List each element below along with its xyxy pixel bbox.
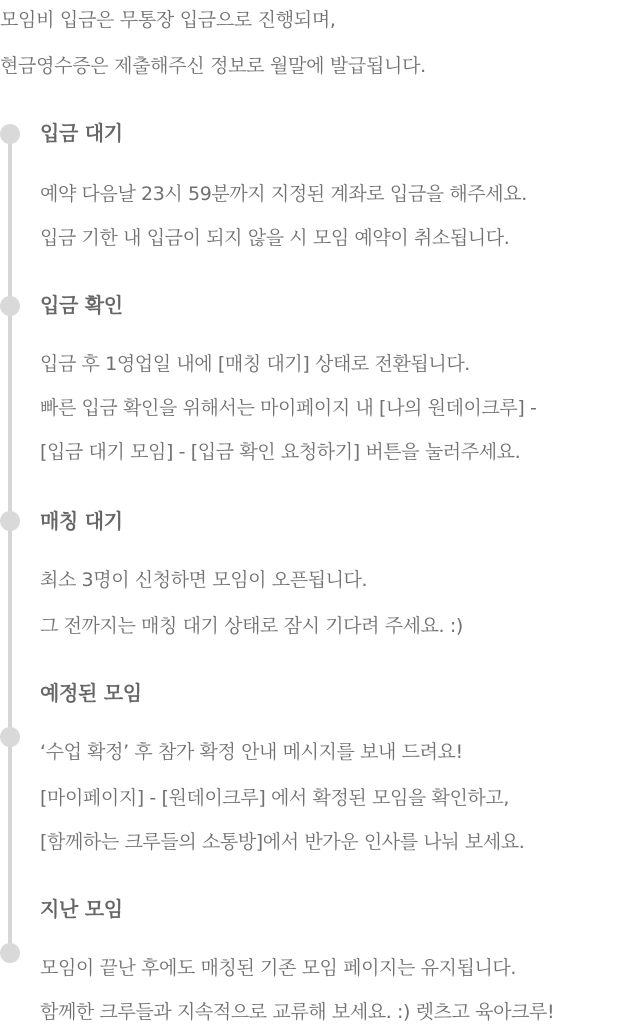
timeline-line — [8, 132, 12, 952]
step-description-line: 함께한 크루들과 지속적으로 교류해 보세요. :) 렛츠고 육아크루! — [40, 1001, 555, 1023]
step-title-deposit-pending: 입금 대기 — [40, 121, 123, 145]
step-description-line: [마이페이지] - [원데이크루] 에서 확정된 모임을 확인하고, — [40, 787, 509, 809]
timeline-dot — [0, 124, 20, 144]
step-description-line: 그 전까지는 매칭 대기 상태로 잠시 기다려 주세요. :) — [40, 615, 463, 637]
step-title-matching-pending: 매칭 대기 — [40, 509, 123, 533]
step-title-scheduled-meeting: 예정된 모임 — [40, 681, 142, 705]
step-description-line: 입금 기한 내 입금이 되지 않을 시 모임 예약이 취소됩니다. — [40, 227, 510, 249]
step-description-line: ‘수업 확정’ 후 참가 확정 안내 메시지를 보내 드려요! — [40, 741, 463, 763]
intro-line: 모임비 입금은 무통장 입금으로 진행되며, — [0, 9, 336, 31]
step-description-line: 예약 다음날 23시 59분까지 지정된 계좌로 입금을 해주세요. — [40, 183, 527, 205]
step-description-line: 모임이 끝난 후에도 매칭된 기존 모임 페이지는 유지됩니다. — [40, 957, 517, 979]
step-title-deposit-confirmed: 입금 확인 — [40, 293, 123, 317]
step-description-line: 빠른 입금 확인을 위해서는 마이페이지 내 [나의 원데이크루] - — [40, 397, 537, 419]
step-description-line: 입금 후 1영업일 내에 [매칭 대기] 상태로 전환됩니다. — [40, 353, 470, 375]
timeline-dot — [0, 296, 20, 316]
intro-line: 현금영수증은 제출해주신 정보로 월말에 발급됩니다. — [0, 55, 426, 77]
timeline-dot — [0, 511, 20, 531]
step-title-past-meeting: 지난 모임 — [40, 897, 123, 921]
step-description-line: [함께하는 크루들의 소통방]에서 반가운 인사를 나눠 보세요. — [40, 831, 525, 853]
step-description-line: 최소 3명이 신청하면 모임이 오픈됩니다. — [40, 569, 368, 591]
timeline-dot — [0, 727, 20, 747]
step-description-line: [입금 대기 모임] - [입금 확인 요청하기] 버튼을 눌러주세요. — [40, 441, 521, 463]
timeline-dot — [0, 943, 20, 963]
